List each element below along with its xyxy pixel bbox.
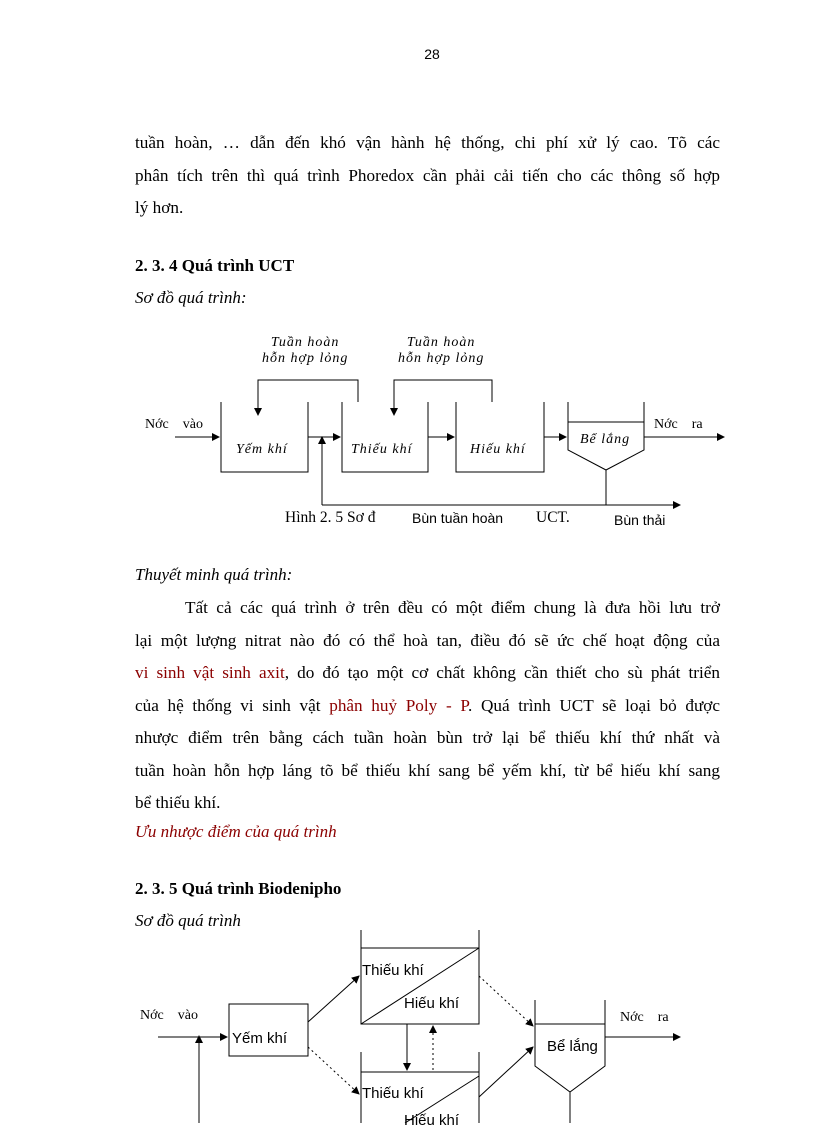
uct-tank-aerobic-label: Hiếu khí xyxy=(470,442,526,457)
description-line: Tất cả các quá trình ở trên đều có một điểm chung là đưa hồi lưu trở xyxy=(185,598,720,617)
uct-tank-anaerobic-label: Yếm khí xyxy=(236,442,288,457)
bio-lower-aerobic-label: Hiếu khí xyxy=(404,1112,460,1129)
tank-anaerobic-walls xyxy=(221,402,308,472)
highlight-poly-p: phân huỷ Poly - P xyxy=(329,695,468,715)
recycle-label-2 xyxy=(398,335,484,367)
uct-tank-anoxic-label: Thiếu khí xyxy=(351,442,413,457)
description-line: nhược điểm trên bằng cách tuần hoàn bùn trở lại bể thiếu khí thứ nhất và xyxy=(135,728,720,747)
recycle-label-line: Tuần hoàn xyxy=(270,335,340,350)
tank-anoxic-walls xyxy=(342,402,428,472)
bio-lower-anoxic-label: Thiếu khí xyxy=(362,1085,424,1102)
bio-upper-anoxic-label: Thiếu khí xyxy=(362,962,424,979)
page-number: 28 xyxy=(424,46,440,62)
diagram-caption-uct: Sơ đồ quá trình: xyxy=(135,288,247,307)
highlight-acid-bacteria: vi sinh vật sinh axit xyxy=(135,663,285,682)
sludge-recycle-label: Bùn tuần hoàn xyxy=(408,510,507,526)
uct-inflow-label: Nớc vào xyxy=(145,417,203,432)
recycle-label-line: hỗn hợp lỏng xyxy=(262,351,349,366)
bio-upper-aerobic-label: Hiếu khí xyxy=(404,995,460,1012)
description-paragraph xyxy=(135,592,720,820)
uct-settler-label: Bể lắng xyxy=(580,432,631,447)
figure-caption: Hình 2. 5 Sơ đ xyxy=(285,509,376,526)
bio-outflow-label: Nớc ra xyxy=(620,1010,669,1025)
recycle-label-1 xyxy=(262,335,348,367)
description-text: của hệ thống vi sinh vật xyxy=(135,695,330,715)
section-heading-biodenipho: 2. 3. 5 Quá trình Biodenipho xyxy=(135,879,342,898)
uct-outflow-label: Nớc ra xyxy=(654,417,703,432)
description-line xyxy=(135,690,720,723)
section-heading-uct: 2. 3. 4 Quá trình UCT xyxy=(135,256,295,275)
bio-settler-label: Bể lắng xyxy=(547,1038,598,1055)
intro-line: tuần hoàn, … dẫn đến khó vận hành hệ thống, chi phí xử lý cao. Tõ các xyxy=(135,133,720,152)
description-line: bể thiếu khí. xyxy=(135,793,221,812)
intro-paragraph xyxy=(135,127,720,225)
bio-inflow-label: Nớc vào xyxy=(140,1008,198,1023)
bio-tank-anaerobic-label: Yếm khí xyxy=(232,1030,288,1047)
description-text: , do đó tạo một cơ chất không cần thiết cho sù phát triển xyxy=(284,663,720,682)
description-line: lại một lượng nitrat nào đó có thể hoà tan, điều đó sẽ ức chế hoạt động của xyxy=(135,630,720,650)
description-line: tuần hoàn hỗn hợp láng tõ bể thiếu khí sang bể yếm khí, từ bể hiếu khí sang xyxy=(135,760,720,780)
description-text: . Quá trình UCT sẽ loại bỏ được xyxy=(467,695,720,715)
diagram-caption-biodenipho: Sơ đồ quá trình xyxy=(135,911,241,930)
description-line xyxy=(135,657,720,690)
intro-line: lý hơn. xyxy=(135,198,184,217)
pros-cons-heading: Ưu nhược điểm của quá trình xyxy=(135,822,337,841)
description-title: Thuyết minh quá trình: xyxy=(135,565,293,584)
waste-sludge-label: Bùn thải xyxy=(614,512,666,528)
intro-line: phân tích trên thì quá trình Phoredox cần phải cải tiến cho các thông số hợp xyxy=(135,165,720,185)
tank-aerobic-walls xyxy=(456,402,544,472)
recycle-label-line: Tuần hoàn xyxy=(406,335,476,350)
recycle-label-line: hỗn hợp lỏng xyxy=(398,351,485,366)
figure-caption-tail: UCT. xyxy=(536,509,570,526)
